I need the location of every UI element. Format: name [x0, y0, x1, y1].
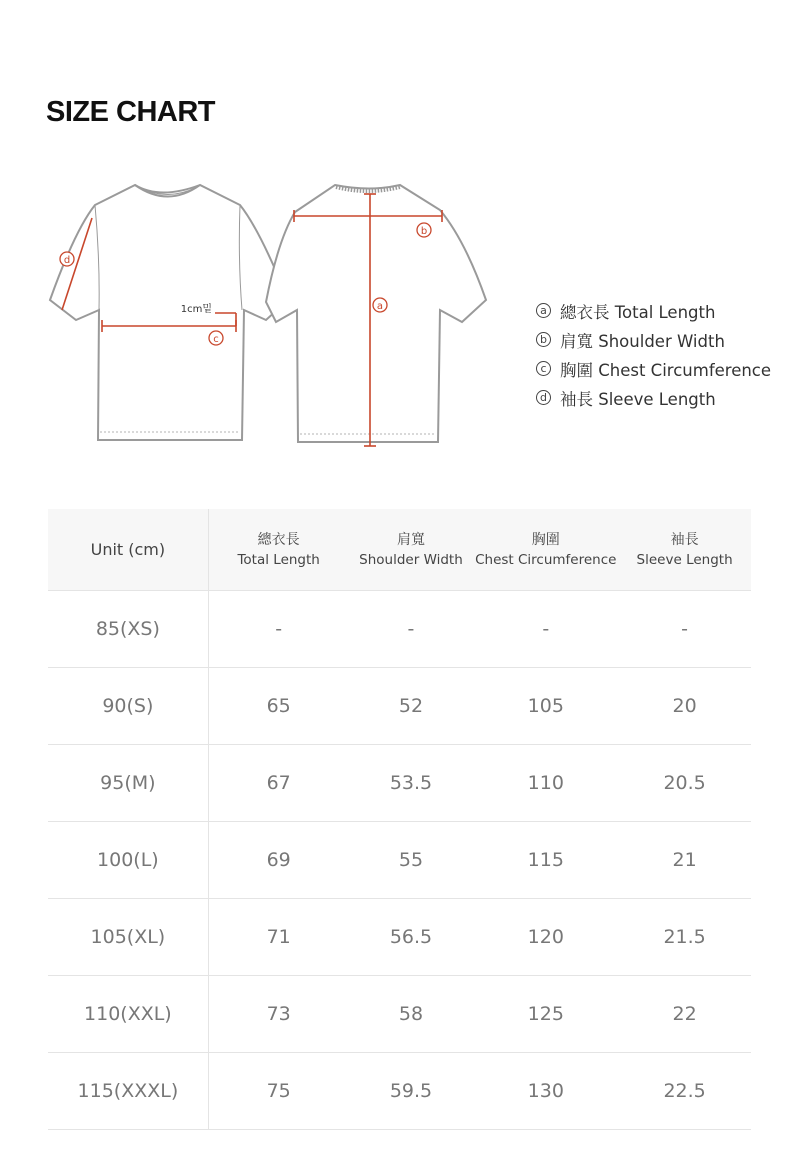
tshirt-diagram — [40, 170, 500, 460]
svg-text:d: d — [63, 255, 71, 266]
legend-marker: b — [536, 332, 551, 347]
tshirt-front — [50, 185, 288, 440]
chest-circumference-cell: 110 — [527, 772, 564, 794]
marker-b — [417, 223, 431, 237]
size-cell: 110(XXL) — [48, 976, 209, 1052]
size-cell: 105(XL) — [48, 899, 209, 975]
legend-item-shoulder-width — [536, 325, 771, 354]
svg-text:a: a — [376, 301, 384, 312]
total-length-cell: - — [275, 618, 283, 640]
column-header-sleeve-length — [618, 509, 751, 590]
column-header-en: Total Length — [237, 551, 320, 568]
table-row — [48, 591, 751, 668]
size-cell: 90(S) — [48, 668, 209, 744]
sleeve-length-cell: 20.5 — [663, 772, 706, 794]
total-length-cell: 67 — [266, 772, 291, 794]
sleeve-length-cell: 20 — [672, 695, 697, 717]
column-header-cjk: 袖長 — [670, 531, 699, 548]
size-table — [48, 509, 751, 1130]
chest-circumference-cell: 115 — [527, 849, 564, 871]
column-header-chest-circumference — [473, 509, 618, 590]
table-row — [48, 1053, 751, 1130]
sleeve-length-cell: 22 — [672, 1003, 697, 1025]
shoulder-width-cell: 53.5 — [389, 772, 433, 794]
legend-item-total-length — [536, 296, 771, 325]
size-cell: 115(XXXL) — [48, 1053, 209, 1129]
column-header-en: Chest Circumference — [475, 551, 617, 568]
table-row — [48, 899, 751, 976]
svg-text:b: b — [420, 226, 428, 237]
legend-label: 袖長 Sleeve Length — [560, 389, 716, 409]
column-header-en: Shoulder Width — [359, 551, 463, 568]
chest-circumference-cell: 125 — [527, 1003, 564, 1025]
column-header-shoulder-width — [349, 509, 474, 590]
legend-marker: c — [536, 361, 551, 376]
total-length-cell: 75 — [266, 1080, 291, 1102]
shoulder-width-cell: 56.5 — [389, 926, 433, 948]
size-cell: 85(XS) — [48, 591, 209, 667]
legend-item-chest-circumference — [536, 354, 771, 383]
chest-circumference-cell: 120 — [527, 926, 564, 948]
total-length-cell: 71 — [266, 926, 291, 948]
chest-circumference-cell: 130 — [527, 1080, 564, 1102]
svg-text:c: c — [213, 334, 219, 345]
legend-marker: d — [536, 390, 551, 405]
measurement-legend — [536, 296, 771, 412]
size-cell: 100(L) — [48, 822, 209, 898]
table-header-row — [48, 509, 751, 591]
sleeve-length-cell: 21 — [672, 849, 697, 871]
marker-a — [373, 298, 387, 312]
tshirt-back — [266, 185, 486, 442]
shoulder-width-cell: 55 — [398, 849, 424, 871]
column-header-cjk: 胸圍 — [531, 531, 560, 548]
total-length-cell: 65 — [266, 695, 291, 717]
table-row — [48, 822, 751, 899]
legend-label: 總衣長 Total Length — [560, 302, 716, 322]
legend-marker: a — [536, 303, 551, 318]
shoulder-width-cell: 58 — [398, 1003, 424, 1025]
shoulder-width-cell: 59.5 — [389, 1080, 433, 1102]
table-row — [48, 976, 751, 1053]
table-row — [48, 668, 751, 745]
column-header-cjk: 肩寬 — [396, 531, 425, 548]
total-length-cell: 73 — [266, 1003, 291, 1025]
column-header-cjk: 總衣長 — [257, 531, 300, 548]
page-title: SIZE CHART — [46, 96, 215, 128]
total-length-cell: 69 — [266, 849, 291, 871]
sleeve-length-cell: 22.5 — [663, 1080, 706, 1102]
table-row — [48, 745, 751, 822]
marker-d — [60, 252, 74, 266]
unit-header: Unit (cm) — [48, 509, 209, 590]
chest-circumference-cell: 105 — [527, 695, 564, 717]
legend-label: 胸圍 Chest Circumference — [560, 360, 772, 380]
sleeve-length-cell: - — [681, 618, 689, 640]
legend-item-sleeve-length — [536, 383, 771, 412]
column-header-total-length — [209, 509, 349, 590]
chest-circumference-cell: - — [542, 618, 550, 640]
marker-c — [209, 331, 223, 345]
shoulder-width-cell: - — [407, 618, 415, 640]
shoulder-width-cell: 52 — [398, 695, 424, 717]
column-header-en: Sleeve Length — [636, 551, 733, 568]
sleeve-length-cell: 21.5 — [663, 926, 706, 948]
legend-label: 肩寬 Shoulder Width — [560, 331, 725, 351]
size-cell: 95(M) — [48, 745, 209, 821]
one-cm-label: 1cm밑 — [180, 304, 212, 315]
